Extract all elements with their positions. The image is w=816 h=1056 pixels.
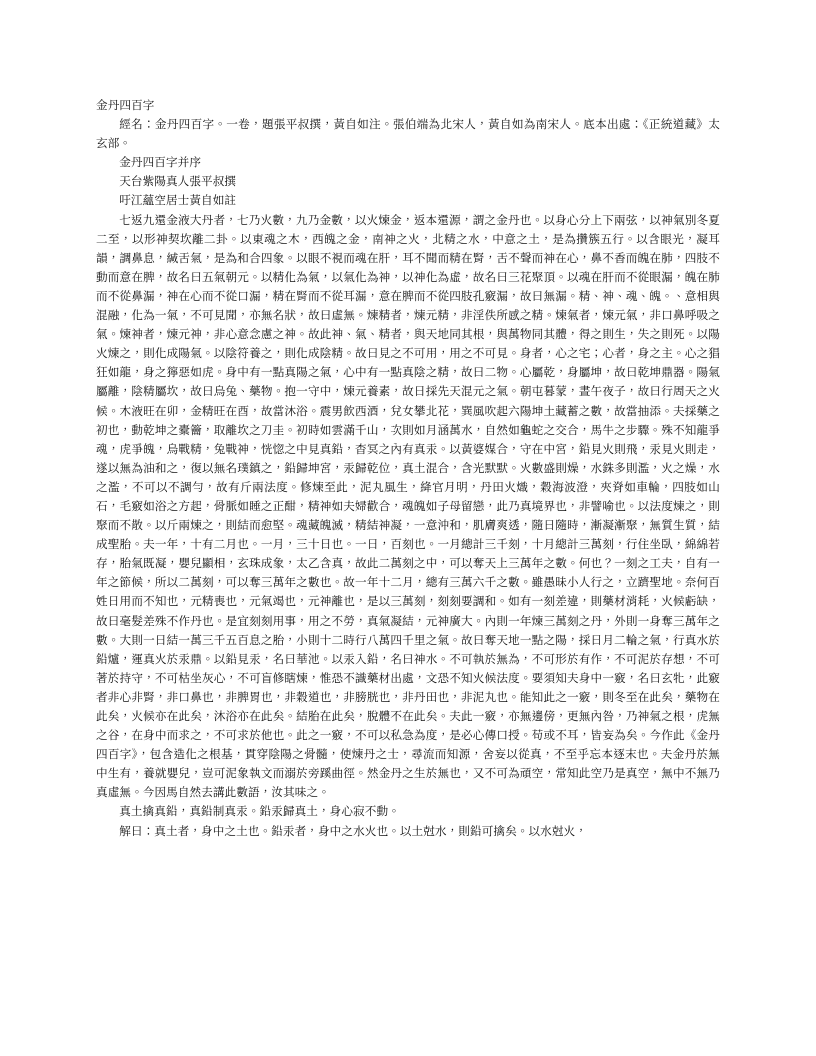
preface-body-paragraph: 七返九還金液大丹者，七乃火數，九乃金數，以火煉金，返本還源，謂之金丹也。以身心分上下兩弦，以神氣別冬夏二至，以形神契坎離二卦。以東魂之木，西魄之金，南神之火，北精之水，中意之土，是為攢簇五行。以含眼光，凝耳韻，調鼻息，緘舌氣，是為和合四象。以眼不視而魂在肝，耳不聞而精在腎，舌不聲而神在心，鼻不香而魄在肺，四肢不動而意在脾，故名曰五氣朝元。以精化為氣，以氣化為神，以神化為虛，故名曰三花聚頂。以魂在肝而不從眼漏，魄在肺而不從鼻漏，神在心而不從口漏，精在腎而不從耳漏，意在脾而不從四肢孔竅漏，故曰無漏。精、神、魂、魄。、意相與混融，化為一氣，不可見聞，亦無名狀，故曰虛無。煉精者，煉元精，非淫佚所感之精。煉氣者，煉元氣，非口鼻呼吸之氣。煉神者，煉元神，非心意念慮之神。故此神、氣、精者，與天地同其根，與萬物同其體，得之則生，失之則死。以陽火煉之，則化成陽氣。以陰符養之，則化成陰精。故曰見之不可用，用之不可見。身者，心之宅；心者，身之主。心之猖狂如龍，身之獰惡如虎。身中有一點真陽之氣，心中有一點真陰之精，故曰二物。心屬乾，身屬坤，故曰乾坤鼎器。陽氣屬離，陰精屬坎，故曰烏兔、藥物。抱一守中，煉元養素，故日採先天混元之氣。朝屯暮蒙，晝午夜子，故曰行周天之火候。木液旺在卯，金精旺在酉，故當沐浴。震男飲西酒，兌女攀北花，巽風吹起六陽坤土藏蓄之數，故當抽添。夫採藥之初也，動乾坤之橐籥，取離坎之刀圭。初時如雲滿千山，次則如月涵萬水，自然如龜蛇之交合，馬牛之步驟。殊不知龍爭魂，虎爭魄，烏戰精，兔戰神，恍惚之中見真鉛，杳冥之內有真汞。以黃婆媒合，守在中宮，鉛見火則飛，汞見火則走，遂以無為油和之，復以無名璞鎮之，鉛歸坤宮，汞歸乾位，真土混合，含光默默。火數盛則燥，水銖多則濫，火之燥，水之濫，不可以不調勻，故有斤兩法度。修煉至此，泥丸風生，絳官月明，丹田火熾，穀海波澄，夾脊如車輪，四肢如山石，毛竅如浴之方起，骨脈如睡之正酣，精神如夫婦歡合，魂魄如子母留戀，此乃真境界也，非譬喻也。以法度煉之，則聚而不散。以斤兩煉之，則結而愈堅。魂藏魄滅，精結神凝，一意沖和，肌膚爽透，隨日隨時，漸凝漸聚，無質生質，結成聖胎。夫一年，十有二月也。一月，三十日也。一日，百刻也。一月總計三千刻，十月總計三萬刻，行住坐臥，綿綿若存，胎氣既凝，嬰兒顯相，玄珠成象，太乙含真，故此二萬刻之中，可以奪天上三萬年之數。何也？一刻之工夫，自有一年之節候，所以二萬刻，可以奪三萬年之數也。故一年十二月，總有三萬六千之數。雖愚昧小人行之，立躋聖地。奈何百姓日用而不知也，元精喪也，元氣竭也，元神離也，是以三萬刻，刻刻要調和。如有一刻差違，則藥材消耗，火候虧缺，故曰毫髮差殊不作丹也。是宜刻刻用事，用之不勞，真氣凝結，元神廣大。內則一年煉三萬刻之丹，外則一身奪三萬年之數。大則一日結一萬三千五百息之胎，小則十二時行八萬四千里之氣。故曰奪天地一點之陽，採日月二輪之氣，行真水於鉛爐，運真火於汞鼎。以鉛見汞，名曰華池。以汞入鉛，名曰神水。不可執於無為，不可形於有作，不可泥於存想，不可著於持守，不可枯坐灰心，不可盲修瞎煉，惟恐不識藥材出處，文恐不知火候法度。要須知夫身中一竅，名曰玄牝，此竅者非心非腎，非口鼻也，非脾胃也，非穀道也，非膀胱也，非丹田也，非泥丸也。能知此之一竅，則冬至在此矣，藥物在此矣，火候亦在此矣，沐浴亦在此矣。結胎在此矣，脫體不在此矣。夫此一竅，亦無邊傍，更無內咎，乃神氣之根，虎無之谷，在身中而求之，不可求於他也。此之一竅，不可以私急為度，是必心傳口授。苟或不耳，皆妄為矣。今作此《金丹四百字》，包含造化之根基，貫穿陰陽之骨髓，使煉丹之士，尋流而知源，舍妄以從真，不至乎忘本逐末也。夫金丹於無中生有，養就嬰兒，豈可泥象執文而溺於旁蹊曲徑。然金丹之生於無也，又不可為頑空，常知此空乃是真空，無中不無乃真虛無。今因馬自然去講此數語，汝其味之。 — [96, 212, 720, 800]
document-body — [96, 96, 720, 841]
commentary-paragraph: 解曰：真土者，身中之土也。鉛汞者，身中之水火也。以土尅水，則鉛可擒矣。以水尅火， — [119, 823, 587, 838]
work-subtitle: 金丹四百字并序 — [119, 155, 202, 170]
annotator-line: 吁江蘊空居士黃自如註 — [119, 193, 237, 208]
scripture-name-paragraph: 經名：金丹四百字。一卷，題張平叔撰，黃自如注。張伯端為北宋人，黃自如為南宋人。底本出處：《正統道藏》太玄部。 — [96, 117, 720, 151]
author-line: 天台紫陽真人張平叔撰 — [119, 174, 237, 189]
verse-paragraph: 真土擒真鉛，真鉛制真汞。鉛汞歸真土，身心寂不動。 — [119, 804, 400, 819]
document-title: 金丹四百字 — [96, 98, 155, 112]
